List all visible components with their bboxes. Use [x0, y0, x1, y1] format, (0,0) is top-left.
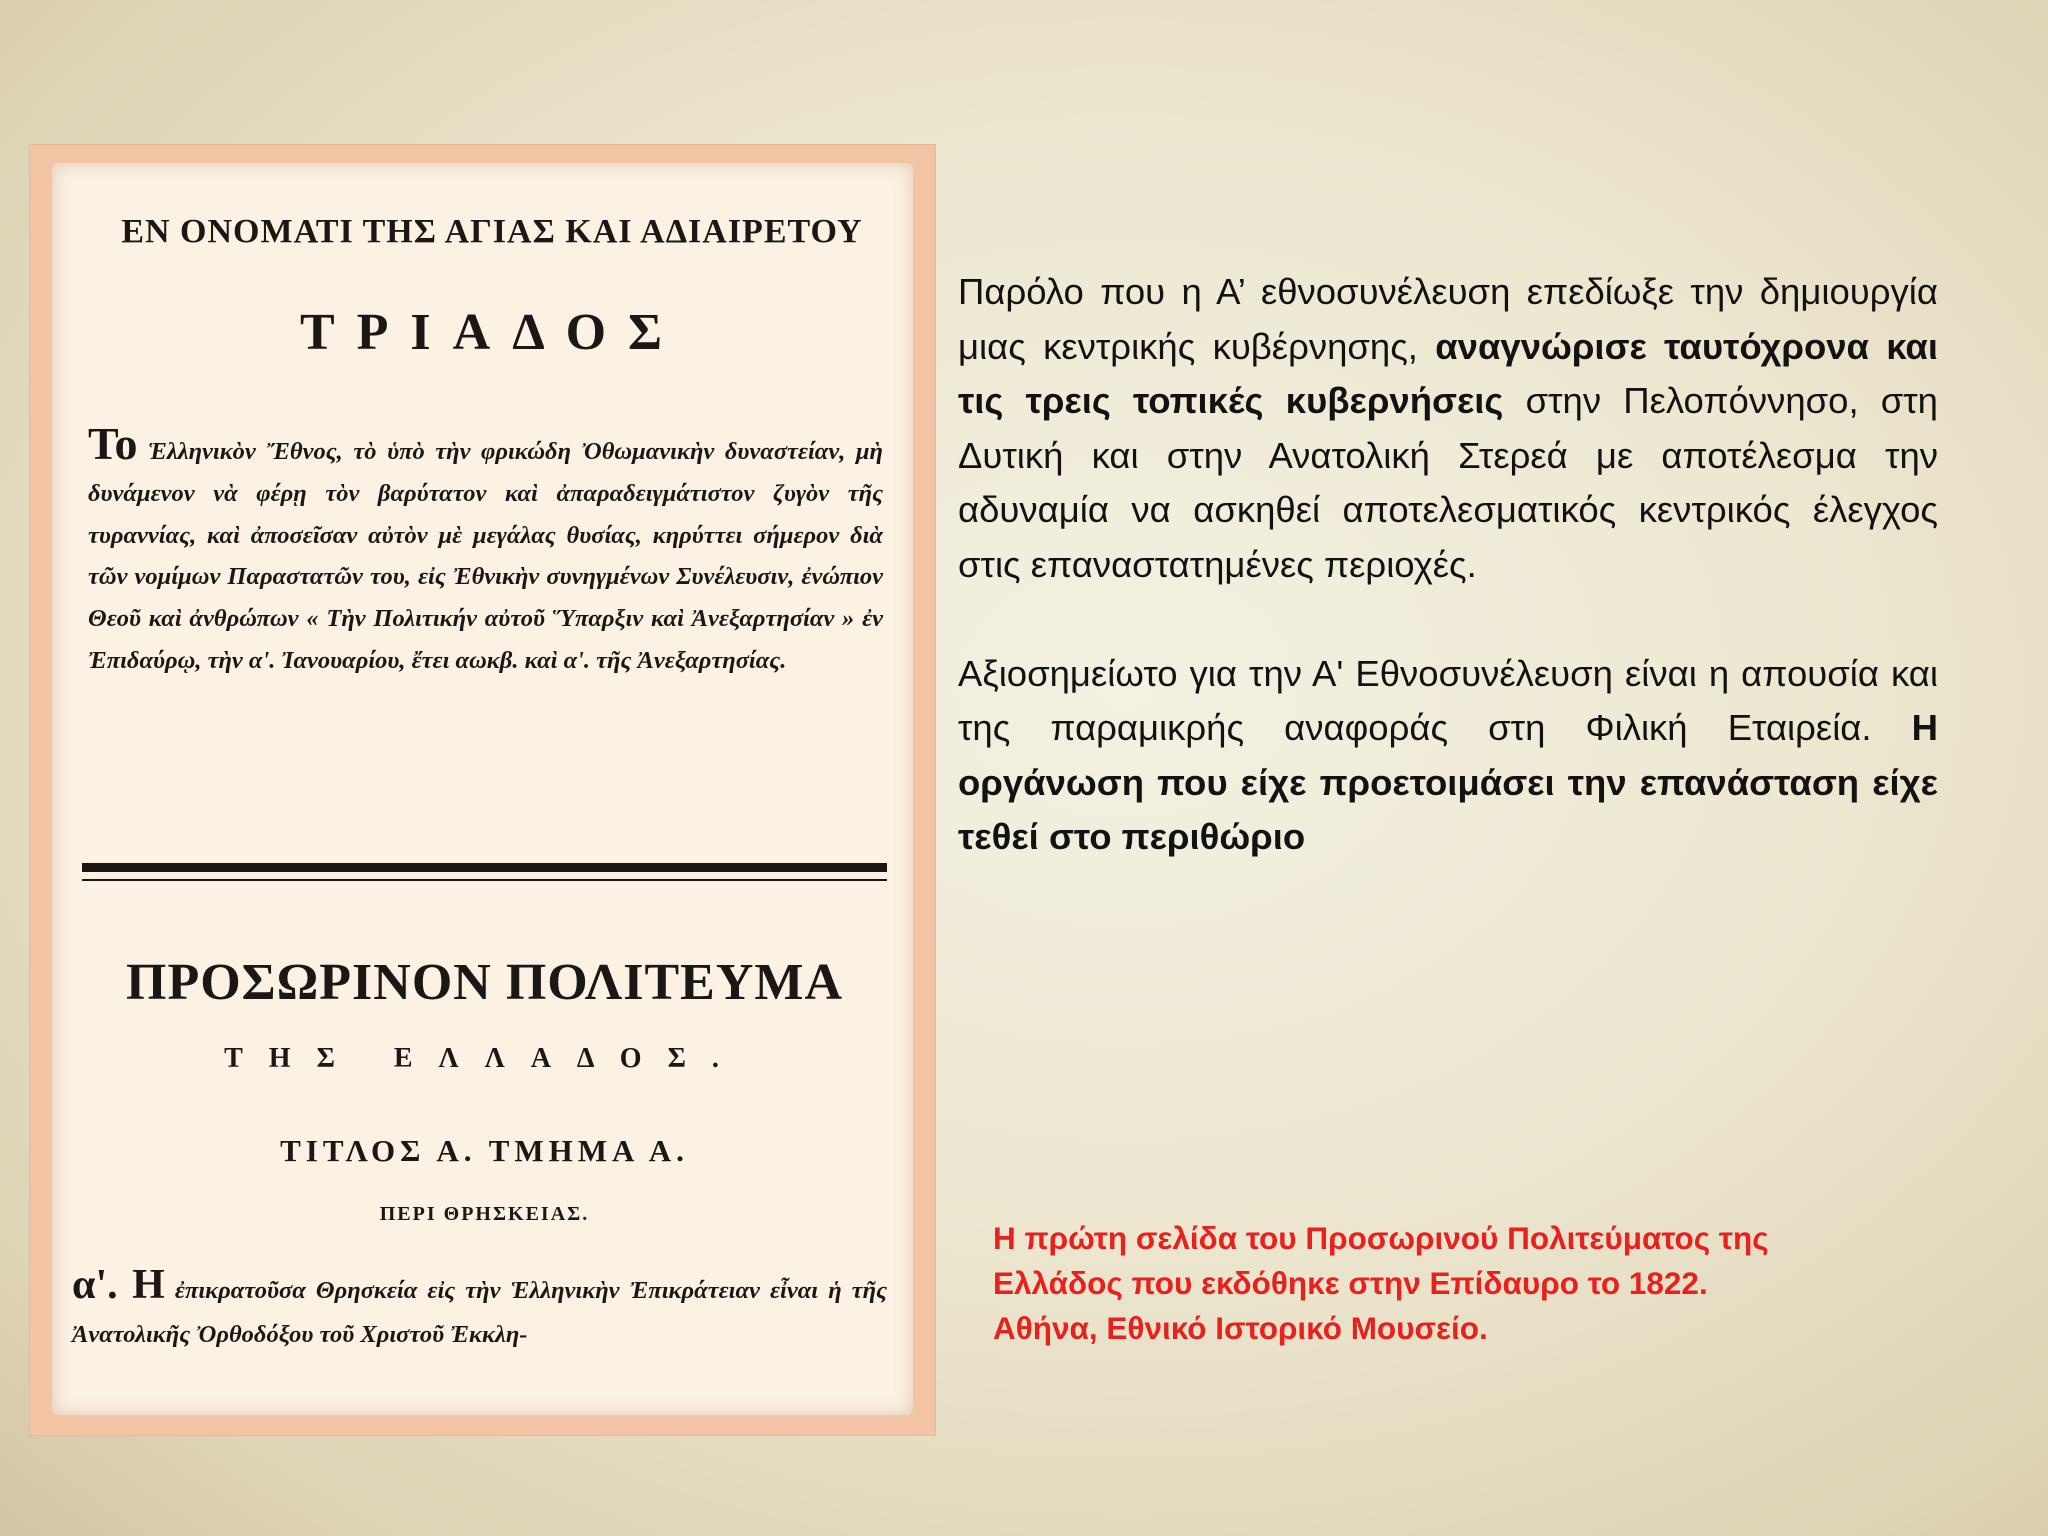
document-religion-heading: ΠΕΡΙ ΘΡΗΣΚΕΙΑΣ.: [379, 1203, 590, 1225]
caption-line-1: Η πρώτη σελίδα του Προσωρινού Πολιτεύματος της: [993, 1220, 1769, 1256]
paragraph-2-text-start: Αξιοσημείωτο για την Α' Εθνοσυνέλευση είναι η απουσία και της παραμικρής αναφοράς στη Φιλική Εταιρεία.: [958, 652, 1938, 748]
document-article-text: ἐπικρατοῦσα Θρησκεία εἰς τὴν Ἑλληνικὴν Ἐπικράτειαν εἶναι ἡ τῆς Ἀνατολικῆς Ὀρθοδόξου τοῦ Χριστοῦ Ἐκκλη-: [72, 1277, 887, 1348]
paragraph-first-assembly: [958, 265, 1938, 592]
document-section-heading: ΤΙΤΛΟΣ Α. ΤΜΗΜΑ Α.: [280, 1133, 689, 1168]
paragraph-1-text-end: στην Πελοπόννησο, στη Δυτική και στην Ανατολική Στερεά με αποτέλεσμα την αδυναμία να ασκηθεί αποτελεσματικός κεντρικός έλεγχος στις επαναστατημένες περιοχές.: [958, 380, 1938, 585]
document-article-dropcap: α'. Η: [72, 1262, 165, 1308]
caption-line-3: Αθήνα, Εθνικό Ιστορικό Μουσείο.: [993, 1310, 1488, 1346]
document-preamble-dropcap: Το: [88, 418, 138, 469]
document-divider-thin: [82, 879, 887, 881]
document-preamble-text: Ἑλληνικὸν Ἔθνος, τὸ ὑπὸ τὴν φρικώδη Ὀθωμανικὴν δυναστείαν, μὴ δυνάμενον νὰ φέρῃ τὸν βαρύτατον καὶ ἀπαραδειγμάτιστον ζυγὸν τῆς τυραννίας, καὶ ἀποσεῖσαν αὐτὸν μὲ μεγάλας θυσίας, κηρύττει σήμερον διὰ τῶν νομίμων Παραστατῶν του, εἰς Ἐθνικὴν συνηγμένων Συνέλευσιν, ἐνώπιον Θεοῦ καὶ ἀνθρώπων « Τὴν Πολιτικήν αὐτοῦ Ὕπαρξιν καὶ Ἀνεξαρτησίαν » ἐν Ἐπιδαύρῳ, τὴν α'. Ἰανουαρίου, ἔτει αωκβ. καὶ α'. τῆς Ἀνεξαρτησίας.: [88, 438, 883, 674]
document-page: [52, 163, 913, 1415]
document-trinity-heading: ΤΡΙΑΔΟΣ: [299, 304, 685, 361]
historical-document-image: [30, 145, 935, 1435]
caption-line-2: Ελλάδος που εκδόθηκε στην Επίδαυρο το 1822.: [993, 1265, 1708, 1301]
document-divider: [82, 863, 887, 872]
document-preamble: [88, 418, 883, 682]
paragraph-2-bold: Η οργάνωση που είχε προετοιμάσει την επανάσταση είχε τεθεί στο περιθώριο: [958, 707, 1938, 857]
document-invocation-heading: ΕΝ ΟΝΟΜΑΤΙ ΤΗΣ ΑΓΙΑΣ ΚΑΙ ΑΔΙΑΙΡΕΤΟΥ: [121, 213, 863, 250]
slide-body-text: [958, 265, 1938, 919]
paragraph-filiki-etaireia: [958, 647, 1938, 865]
document-constitution-subtitle: ΤΗΣ ΕΛΛΑΔΟΣ.: [224, 1043, 745, 1074]
document-constitution-title: ΠΡΟΣΩΡΙΝΟΝ ΠΟΛΙΤΕΥΜΑ: [126, 954, 843, 1011]
paragraph-1-text-start: Παρόλο που η Α’ εθνοσυνέλευση επεδίωξε την δημιουργία μιας κεντρικής κυβέρνησης,: [958, 271, 1938, 367]
paragraph-1-bold: αναγνώρισε ταυτόχρονα και τις τρεις τοπικές κυβερνήσεις: [958, 325, 1938, 421]
image-caption: [993, 1216, 1893, 1351]
document-article-1: [72, 1263, 887, 1357]
